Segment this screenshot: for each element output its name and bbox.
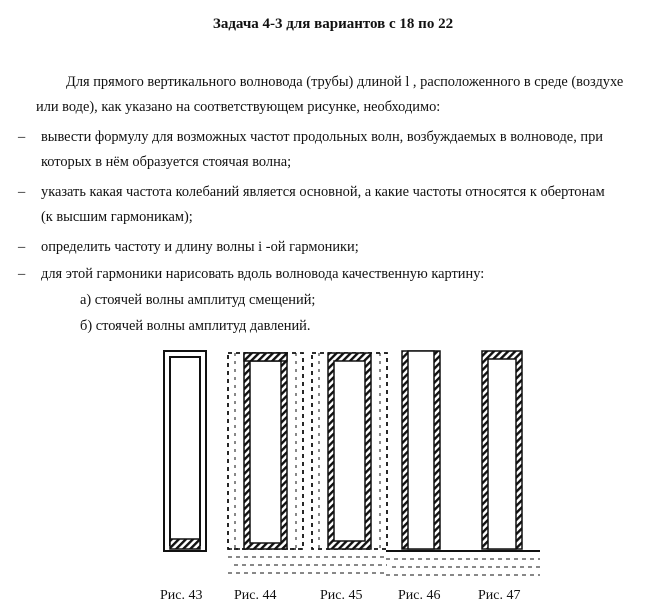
bullet-marker-2: – bbox=[18, 184, 26, 200]
bullet-marker-4: – bbox=[18, 266, 26, 282]
figure-44-tube bbox=[244, 353, 287, 549]
caption-fig-47: Рис. 47 bbox=[478, 588, 521, 603]
caption-fig-46: Рис. 46 bbox=[398, 588, 441, 603]
task-title: Задача 4-3 для вариантов с 18 по 22 bbox=[212, 16, 454, 32]
bullet-marker-1: – bbox=[18, 129, 26, 145]
caption-fig-44: Рис. 44 bbox=[234, 588, 277, 603]
caption-fig-43: Рис. 43 bbox=[160, 588, 203, 603]
bullet-marker-3: – bbox=[18, 239, 26, 255]
bullet-2-line-2: (к высшим гармоникам); bbox=[41, 209, 193, 225]
intro-line-1: Для прямого вертикального волновода (трубы) длиной l , расположенного в среде (воздухе bbox=[66, 74, 624, 90]
figure-47-tube bbox=[482, 351, 522, 549]
waveguide-figures bbox=[140, 343, 560, 583]
bullet-1-line-1: вывести формулу для возможных частот продольных волн, возбуждаемых в волноводе, при bbox=[41, 129, 603, 145]
bullet-4: для этой гармоники нарисовать вдоль волновода качественную картину: bbox=[41, 266, 485, 282]
intro-line-2: или воде), как указано на соответствующем рисунке, необходимо: bbox=[36, 99, 441, 115]
figure-46-47-water bbox=[386, 551, 540, 575]
sub-item-b: б) стоячей волны амплитуд давлений. bbox=[80, 318, 311, 334]
figure-45-tube bbox=[328, 353, 371, 549]
sub-item-a: а) стоячей волны амплитуд смещений; bbox=[80, 292, 316, 308]
bullet-1-line-2: которых в нём образуется стоячая волна; bbox=[41, 154, 292, 170]
figure-46-tube bbox=[402, 351, 440, 549]
bullet-2-line-1: указать какая частота колебаний является основной, а какие частоты относятся к обертонам bbox=[41, 184, 605, 200]
figure-44-45-water-bottom bbox=[228, 557, 387, 573]
caption-fig-45: Рис. 45 bbox=[320, 588, 363, 603]
bullet-3: определить частоту и длину волны i -ой гармоники; bbox=[41, 239, 359, 255]
figure-43-tube bbox=[164, 351, 206, 551]
